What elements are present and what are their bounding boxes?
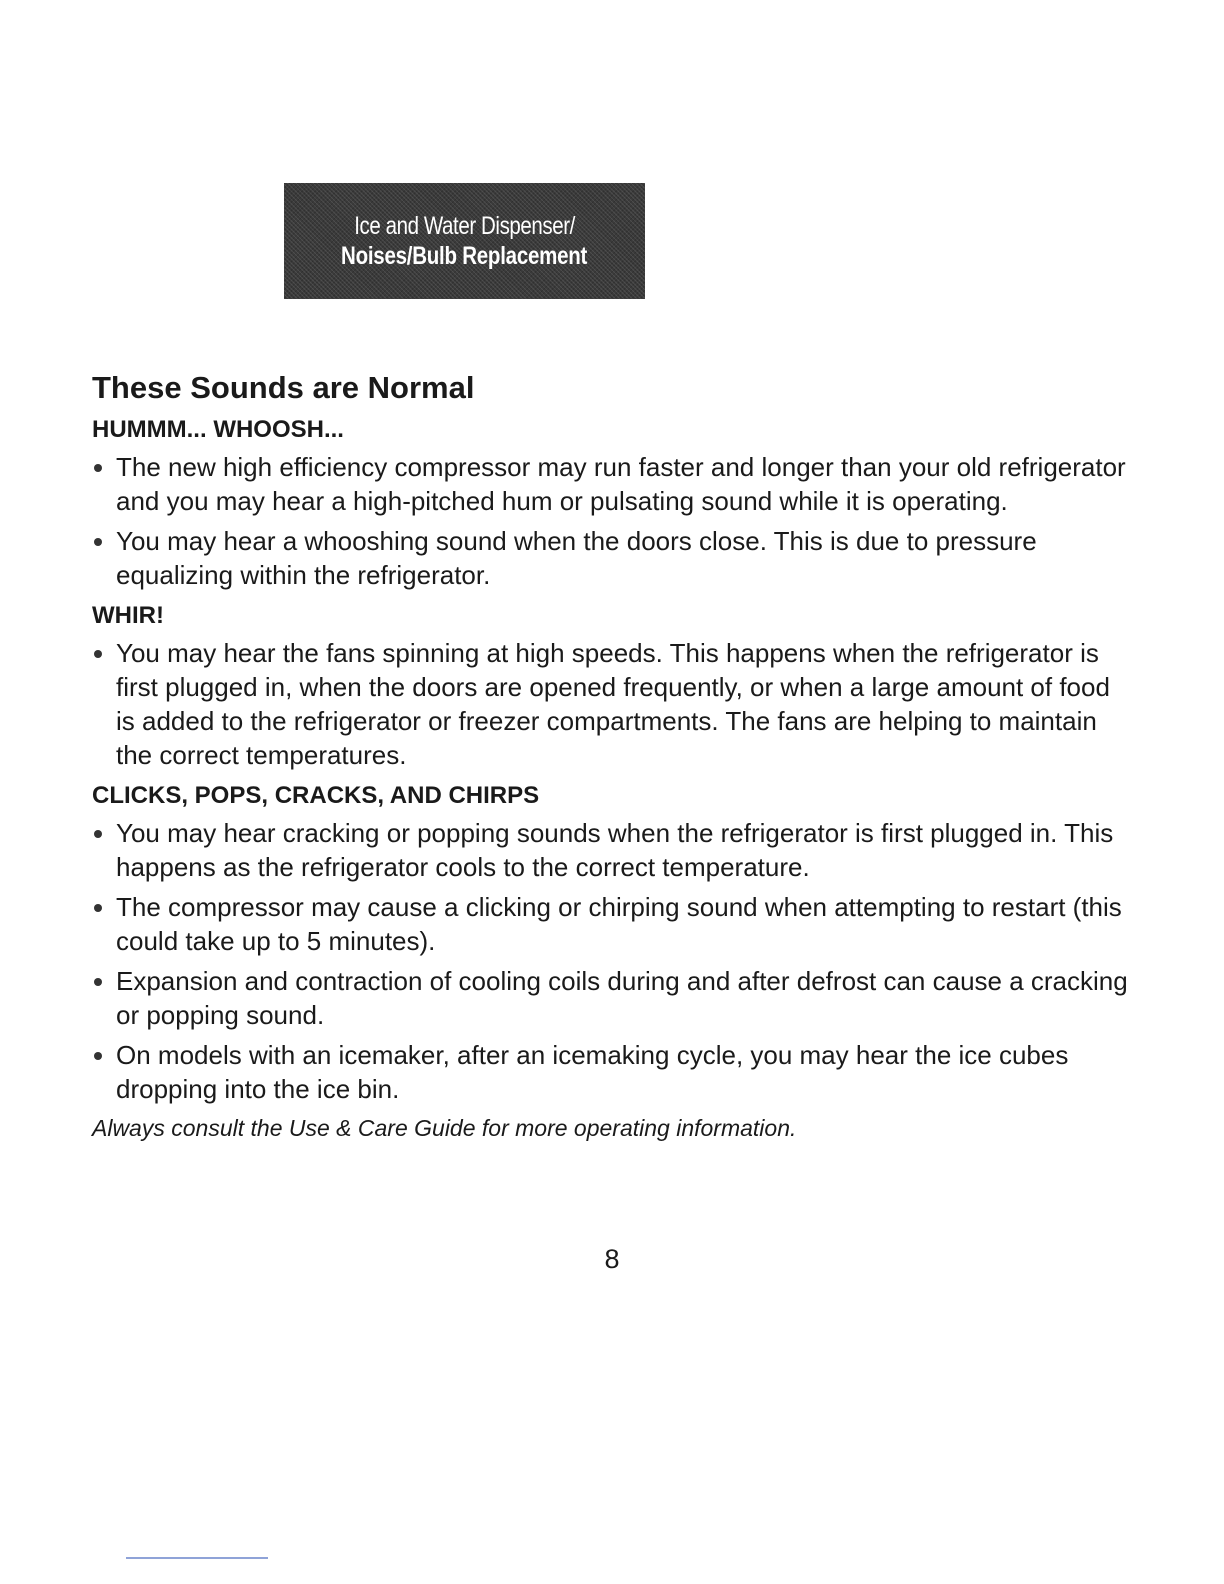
bullet-list-whir [92,636,1132,772]
group-heading-hum: HUMMM... WHOOSH... [92,416,344,443]
list-item: Expansion and contraction of cooling coils during and after defrost can cause a cracking or popping sound. [92,964,1132,1032]
bullet-icon [94,650,102,658]
banner-line-2: Noises/Bulb Replacement [341,242,588,270]
section-title: These Sounds are Normal [92,370,475,405]
page-number: 8 [604,1244,620,1274]
list-item: You may hear a whooshing sound when the doors close. This is due to pressure equalizing within the refrigerator. [92,524,1132,592]
main-content [92,366,1132,1144]
list-item: On models with an icemaker, after an icemaking cycle, you may hear the ice cubes dropping into the ice bin. [92,1038,1132,1106]
list-item: You may hear the fans spinning at high speeds. This happens when the refrigerator is first plugged in, when the doors are opened frequently, or when a large amount of food is added to the refrigerator or freezer compartments. The fans are helping to maintain the correct temperatures. [92,636,1132,772]
list-item: The new high efficiency compressor may run faster and longer than your old refrigerator and you may hear a high-pitched hum or pulsating sound while it is operating. [92,450,1132,518]
section-banner [284,183,645,299]
bullet-list-clicks [92,816,1132,1106]
bullet-icon [94,904,102,912]
bullet-icon [94,464,102,472]
banner-line-1: Ice and Water Dispenser/ [354,212,575,240]
list-item: The compressor may cause a clicking or chirping sound when attempting to restart (this could take up to 5 minutes). [92,890,1132,958]
bullet-icon [94,1052,102,1060]
group-heading-whir: WHIR! [92,602,164,629]
bullet-list-hum [92,450,1132,592]
bullet-icon [94,978,102,986]
footer-note: Always consult the Use & Care Guide for more operating information. [92,1115,797,1141]
bottom-divider [126,1557,268,1559]
group-heading-clicks: CLICKS, POPS, CRACKS, AND CHIRPS [92,782,540,809]
bullet-icon [94,830,102,838]
list-item: You may hear cracking or popping sounds when the refrigerator is first plugged in. This happens as the refrigerator cools to the correct temperature. [92,816,1132,884]
bullet-icon [94,538,102,546]
